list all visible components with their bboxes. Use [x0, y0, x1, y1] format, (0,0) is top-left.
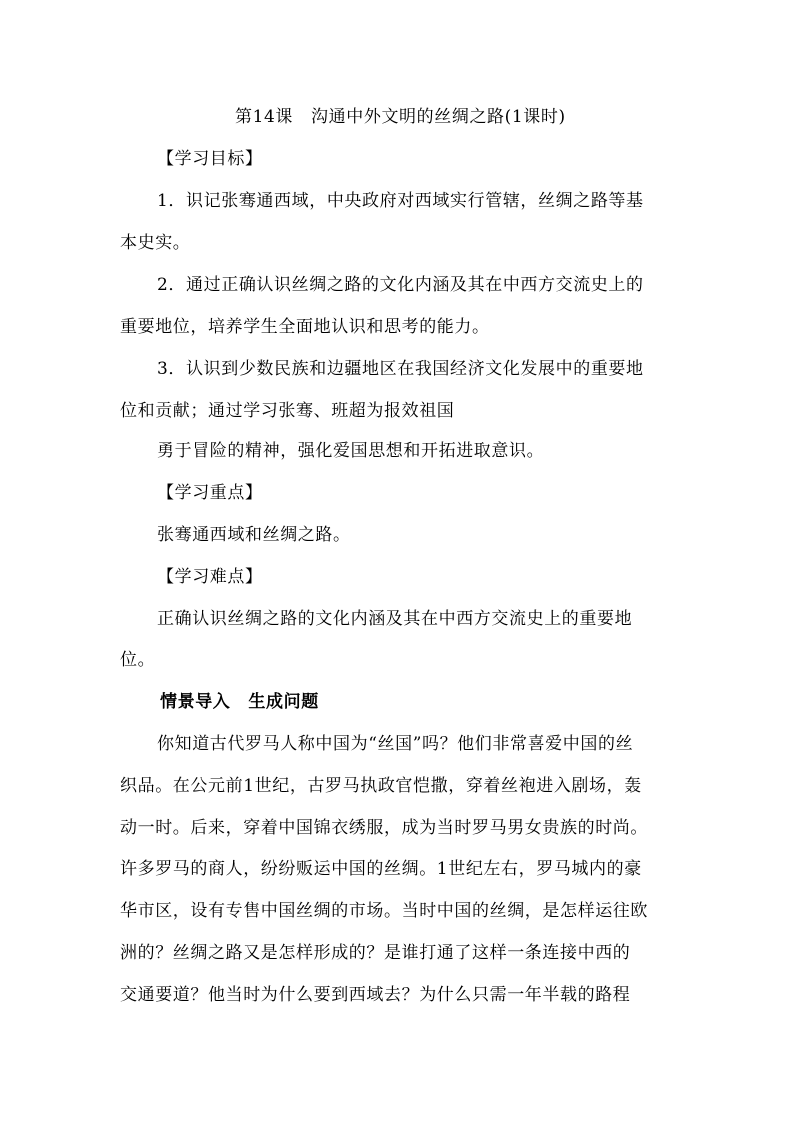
- difficulties-line-1: 正确认识丝绸之路的文化内涵及其在中西方交流史上的重要地: [157, 609, 633, 629]
- intro-line-5: 华市区，设有专售中国丝绸的市场。当时中国的丝绸，是怎样运往欧: [120, 901, 648, 921]
- objective-3-line-3: 勇于冒险的精神，强化爱国思想和开拓进取意识。: [157, 441, 545, 461]
- difficulties-line-2: 位。: [120, 650, 156, 670]
- key-points-heading: 【学习重点】: [157, 483, 263, 503]
- intro-heading: [160, 690, 319, 714]
- intro-line-6: 洲的？丝绸之路又是怎样形成的？是谁打通了这样一条连接中西的: [120, 943, 631, 963]
- objective-2-line-1: 2．通过正确认识丝绸之路的文化内涵及其在中西方交流史上的: [157, 275, 644, 295]
- objective-2-line-2: 重要地位，培养学生全面地认识和思考的能力。: [120, 317, 490, 337]
- lesson-title: [235, 105, 566, 129]
- objective-3-line-1: 3．认识到少数民族和边疆地区在我国经济文化发展中的重要地: [157, 359, 644, 379]
- intro-line-1: 你知道古代罗马人称中国为“丝国”吗？他们非常喜爱中国的丝: [157, 734, 634, 754]
- objective-1-line-1: 1．识记张骞通西域，中央政府对西域实行管辖，丝绸之路等基: [157, 191, 644, 211]
- lesson-title-text: 沟通中外文明的丝绸之路(1课时): [311, 107, 566, 127]
- intro-heading-part-a: 情景导入: [160, 692, 231, 712]
- objectives-heading: 【学习目标】: [157, 149, 263, 169]
- intro-line-4: 许多罗马的商人，纷纷贩运中国的丝绸。1世纪左右，罗马城内的豪: [120, 859, 642, 879]
- lesson-number: 第14课: [235, 107, 294, 127]
- intro-line-7: 交通要道？他当时为什么要到西域去？为什么只需一年半载的路程: [120, 985, 631, 1005]
- intro-line-3: 动一时。后来，穿着中国锦衣绣服，成为当时罗马男女贵族的时尚。: [120, 818, 648, 838]
- objective-1-line-2: 本史实。: [120, 233, 191, 253]
- intro-line-2: 织品。在公元前1世纪，古罗马执政官恺撒，穿着丝袍进入剧场，轰: [120, 776, 642, 796]
- objective-3-line-2: 位和贡献；通过学习张骞、班超为报效祖国: [120, 401, 455, 421]
- key-points-text: 张骞通西域和丝绸之路。: [157, 525, 351, 545]
- intro-heading-part-b: 生成问题: [248, 692, 319, 712]
- difficulties-heading: 【学习难点】: [157, 567, 263, 587]
